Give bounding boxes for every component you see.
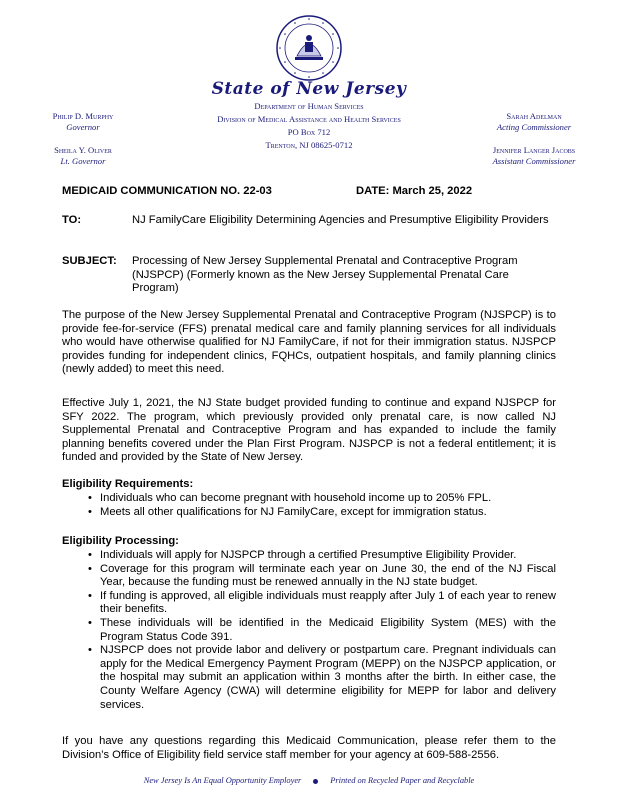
communication-date: DATE: March 25, 2022 <box>356 185 473 197</box>
official-title: Acting Commissioner <box>496 122 572 132</box>
requirements-title: Eligibility Requirements: <box>62 478 194 490</box>
official-title: Assistant Commissioner <box>492 156 576 166</box>
subject-text: Processing of New Jersey Supplemental Prenatal and Contraceptive Program (NJSPCP) (Formerly known as the New Jersey Supplemental Prenatal Care Program) <box>132 255 518 295</box>
list-item: • NJSPCP does not provide labor and delivery or postpartum care. Pregnant individuals can apply for the Medical Emergency Payment Program (MEPP) on the NJSPCP application, or the hospital may submit an application within 3 months after the birth. In either case, the County Welfare Agency (CWA) will determine eligibility for MEPP for labor and delivery services. <box>88 644 556 711</box>
effective-paragraph: Effective July 1, 2021, the NJ State budget provided funding to continue and expand NJSPCP for SFY 2022. The program, which previously provided only prenatal care, is now called NJ Supplemental Prenatal and Contraceptive Program and has expanded to include the family planning benefits covered under the Plan First Program. NJSPCP is not a federal entitlement; it is funded and provided by the State of New Jersey. <box>62 397 556 464</box>
list-item: • Individuals who can become pregnant with household income up to 205% FPL. <box>88 492 492 504</box>
bullet-icon <box>313 779 318 784</box>
division-name: Division of Medical Assistance and Health Services <box>217 114 401 124</box>
processing-title: Eligibility Processing: <box>62 535 179 547</box>
subject-label: SUBJECT: <box>62 255 117 267</box>
footer <box>0 776 618 785</box>
closing-paragraph: If you have any questions regarding this Medicaid Communication, please refer them to the Division’s Office of Eligibility field service staff member for your agency at 609-588-2556. <box>62 735 556 761</box>
official-title: Governor <box>66 122 100 132</box>
list-item: • Coverage for this program will terminate each year on June 30, the end of the NJ Fiscal Year, because the funding must be renewed annually in the NJ state budget. <box>88 562 556 589</box>
official-name: Sarah Adelman <box>506 111 562 121</box>
officials-right <box>474 111 594 167</box>
list-item: • Individuals will apply for NJSPCP through a certified Presumptive Eligibility Provider. <box>88 549 517 561</box>
city-address: Trenton, NJ 08625-0712 <box>265 140 353 150</box>
purpose-paragraph: The purpose of the New Jersey Supplemental Prenatal and Contraceptive Program (NJSPCP) is to provide fee-for-service (FFS) prenatal medical care and family planning services for all individuals who would have otherwise qualified for NJ FamilyCare, if not for their immigration status. NJSPCP provides funding for independent clinics, FQHCs, outpatient hospitals, and family planning clinics (newly added) to meet this need. <box>62 309 556 376</box>
list-item: • Meets all other qualifications for NJ FamilyCare, except for immigration status. <box>88 505 487 518</box>
communication-number: MEDICAID COMMUNICATION NO. 22-03 <box>62 185 272 197</box>
footer-recycled: Printed on Recycled Paper and Recyclable <box>330 776 475 785</box>
department-name: Department of Human Services <box>254 101 364 111</box>
to-recipients: NJ FamilyCare Eligibility Determining Agencies and Presumptive Eligibility Providers <box>132 214 549 226</box>
official-name: Sheila Y. Oliver <box>54 145 112 155</box>
to-label: TO: <box>62 214 82 226</box>
processing-list <box>62 549 556 712</box>
footer-equal-opportunity: New Jersey Is An Equal Opportunity Employer <box>143 776 302 785</box>
official-name: Jennifer Langer Jacobs <box>492 145 576 155</box>
state-title: State of New Jersey <box>211 79 407 99</box>
po-box: PO Box 712 <box>287 127 331 137</box>
official-name: Philip D. Murphy <box>52 111 114 121</box>
state-seal-icon <box>275 14 343 82</box>
department-block <box>150 100 468 152</box>
official-title: Lt. Governor <box>60 156 106 166</box>
officials-left <box>28 111 138 167</box>
list-item: • These individuals will be identified in the Medicaid Eligibility System (MES) with the Program Status Code 391. <box>88 616 556 643</box>
list-item: • If funding is approved, all eligible individuals must reapply after July 1 of each year to renew their benefits. <box>88 589 556 616</box>
requirements-list <box>62 492 556 519</box>
